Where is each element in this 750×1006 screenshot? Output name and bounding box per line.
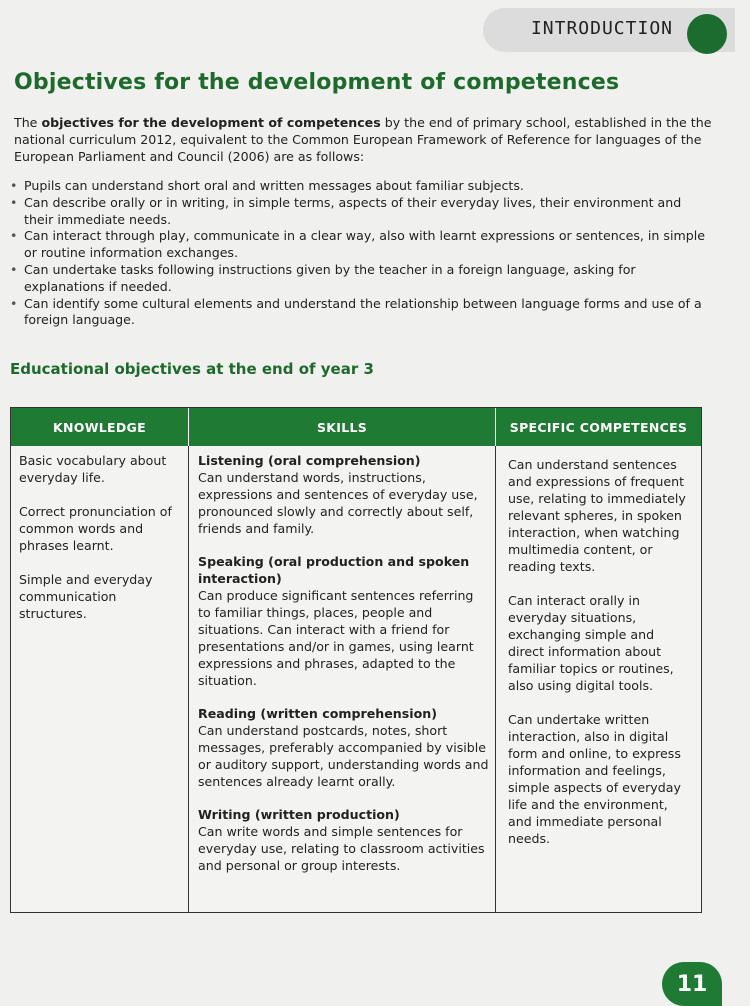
objective-text: Can identify some cultural elements and understand the relationship between language forms and use of a foreign language. (24, 295, 702, 328)
header-competences: SPECIFIC COMPETENCES (509, 419, 688, 435)
table-header-row (11, 408, 701, 446)
objective-item (10, 228, 710, 262)
header-skills: SKILLS (189, 408, 496, 446)
objective-item (10, 262, 710, 296)
section-label: INTRODUCTION (530, 18, 673, 39)
bullet-icon: • (10, 295, 18, 311)
header-knowledge: KNOWLEDGE (11, 408, 189, 446)
objective-text: Can describe orally or in writing, in simple terms, aspects of their everyday lives, their environment and their immediate needs. (24, 194, 682, 227)
skill-title: Speaking (oral production and spoken interaction) (198, 554, 470, 586)
skill-block (198, 553, 489, 689)
objective-text: Can undertake tasks following instructions given by the teacher in a foreign language, asking for explanations if needed. (24, 261, 636, 294)
bullet-icon: • (10, 178, 18, 193)
intro-paragraph (14, 114, 714, 165)
page-title: Objectives for the development of competences (14, 70, 620, 95)
skill-block (198, 705, 489, 790)
skill-text: Can write words and simple sentences for everyday use, relating to classroom activities and personal or group interests. (198, 824, 485, 873)
knowledge-item: Simple and everyday communication structures. (19, 572, 153, 621)
skill-block (198, 452, 489, 537)
skill-text: Can understand words, instructions, expressions and sentences of everyday use, pronounced slowly and correctly about self, friends and family. (198, 470, 478, 536)
objective-item (10, 195, 710, 229)
skill-text: Can understand postcards, notes, short messages, preferably accompanied by visible or auditory support, understanding words and sentences already learnt orally. (198, 723, 489, 789)
intro-lead: The (14, 115, 42, 130)
skill-block (198, 806, 489, 874)
section-tab (483, 8, 735, 52)
skills-column (189, 446, 496, 912)
objectives-list (10, 178, 710, 329)
skill-title: Reading (written comprehension) (198, 706, 437, 721)
bullet-icon: • (10, 194, 18, 210)
intro-rest: by the end of primary school, established in the the national curriculum 2012, equivalent to the Common European Framework of Reference for languages of the European Parliament and Council (2006) are as follows: (14, 115, 712, 164)
objective-item (10, 296, 710, 330)
competences-column (496, 446, 701, 912)
objectives-table (10, 407, 702, 913)
section-dot-icon (687, 14, 727, 54)
intro-bold: objectives for the development of competences (41, 115, 381, 130)
section-subtitle: Educational objectives at the end of year 3 (10, 360, 374, 378)
knowledge-item: Basic vocabulary about everyday life. (19, 453, 167, 485)
competence-item: Can understand sentences and expressions of frequent use, relating to immediately relevant spheres, in spoken interaction, when watching multimedia content, or reading texts. (508, 457, 686, 574)
skill-title: Writing (written production) (198, 807, 400, 822)
bullet-icon: • (10, 228, 18, 244)
knowledge-item: Correct pronunciation of common words and phrases learnt. (19, 504, 172, 553)
bullet-icon: • (10, 261, 18, 277)
skill-text: Can produce significant sentences referring to familiar things, places, people and situations. Can interact with a friend for presentations and/or in games, using learnt expressions and phrases, adapted to the situation. (198, 588, 474, 688)
competence-item: Can interact orally in everyday situations, exchanging simple and direct information about familiar topics or routines, also using digital tools. (508, 593, 674, 693)
competence-item: Can undertake written interaction, also in digital form and online, to express information and feelings, simple aspects of everyday life and the environment, and immediate personal needs. (508, 712, 681, 846)
knowledge-column (11, 446, 189, 912)
skill-title: Listening (oral comprehension) (198, 453, 421, 468)
objective-text: Pupils can understand short oral and written messages about familiar subjects. (24, 178, 524, 193)
objective-text: Can interact through play, communicate in a clear way, also with learnt expressions or sentences, in simple or routine information exchanges. (24, 228, 705, 261)
objective-item (10, 178, 710, 195)
page-number: 11 (662, 962, 722, 1006)
